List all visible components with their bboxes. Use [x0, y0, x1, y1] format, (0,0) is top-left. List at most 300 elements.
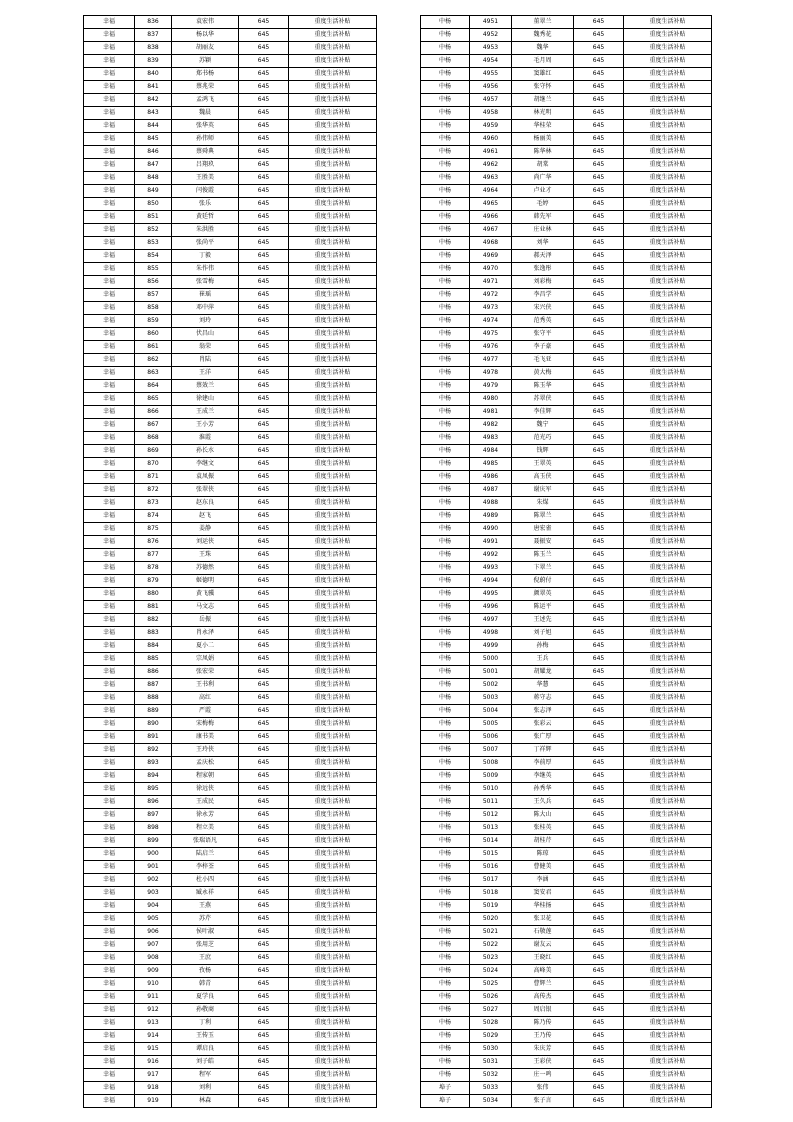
name-cell: 王翠英: [512, 458, 574, 471]
name-cell: 毛月周: [512, 55, 574, 68]
subsidy-type-cell: 重度生活补贴: [289, 250, 377, 263]
subsidy-type-cell: 重度生活补贴: [624, 926, 712, 939]
town-cell: 中杨: [421, 900, 470, 913]
amount-cell: 645: [239, 380, 289, 393]
table-row: [84, 393, 377, 406]
table-row: [421, 874, 712, 887]
name-cell: 吕翔玖: [172, 159, 239, 172]
number-cell: 848: [135, 172, 172, 185]
number-cell: 4953: [470, 42, 512, 55]
subsidy-type-cell: 重度生活补贴: [289, 679, 377, 692]
town-cell: 幸福: [84, 484, 135, 497]
table-row: [84, 731, 377, 744]
table-row: [84, 653, 377, 666]
amount-cell: 645: [574, 354, 624, 367]
number-cell: 889: [135, 705, 172, 718]
subsidy-type-cell: 重度生活补贴: [624, 874, 712, 887]
name-cell: 魏秀花: [512, 29, 574, 42]
number-cell: 5033: [470, 1082, 512, 1095]
town-cell: 幸福: [84, 55, 135, 68]
name-cell: 李继文: [172, 458, 239, 471]
name-cell: 卞翠兰: [512, 562, 574, 575]
name-cell: 王传玉: [172, 1030, 239, 1043]
subsidy-type-cell: 重度生活补贴: [624, 731, 712, 744]
number-cell: 875: [135, 523, 172, 536]
name-cell: 张志泽: [512, 705, 574, 718]
amount-cell: 645: [574, 419, 624, 432]
subsidy-type-cell: 重度生活补贴: [289, 1082, 377, 1095]
name-cell: 高传杰: [512, 991, 574, 1004]
town-cell: 中杨: [421, 81, 470, 94]
number-cell: 4960: [470, 133, 512, 146]
amount-cell: 645: [239, 666, 289, 679]
amount-cell: 645: [239, 575, 289, 588]
number-cell: 4952: [470, 29, 512, 42]
town-cell: 中杨: [421, 770, 470, 783]
town-cell: 中杨: [421, 380, 470, 393]
table-row: [84, 536, 377, 549]
amount-cell: 645: [239, 796, 289, 809]
number-cell: 898: [135, 822, 172, 835]
number-cell: 849: [135, 185, 172, 198]
amount-cell: 645: [574, 926, 624, 939]
table-row: [421, 55, 712, 68]
town-cell: 中杨: [421, 887, 470, 900]
town-cell: 幸福: [84, 471, 135, 484]
amount-cell: 645: [239, 237, 289, 250]
town-cell: 幸福: [84, 627, 135, 640]
number-cell: 904: [135, 900, 172, 913]
amount-cell: 645: [574, 81, 624, 94]
subsidy-type-cell: 重度生活补贴: [624, 913, 712, 926]
number-cell: 885: [135, 653, 172, 666]
name-cell: 孟庆松: [172, 757, 239, 770]
name-cell: 丁毅: [172, 250, 239, 263]
amount-cell: 645: [239, 55, 289, 68]
number-cell: 847: [135, 159, 172, 172]
number-cell: 892: [135, 744, 172, 757]
number-cell: 5003: [470, 692, 512, 705]
town-cell: 幸福: [84, 1082, 135, 1095]
table-row: [421, 666, 712, 679]
name-cell: 王玲侠: [172, 744, 239, 757]
subsidy-type-cell: 重度生活补贴: [289, 146, 377, 159]
number-cell: 4951: [470, 16, 512, 29]
name-cell: 王燕: [172, 900, 239, 913]
town-cell: 幸福: [84, 991, 135, 1004]
name-cell: 周启银: [512, 1004, 574, 1017]
town-cell: 幸福: [84, 276, 135, 289]
town-cell: 中杨: [421, 796, 470, 809]
town-cell: 幸福: [84, 81, 135, 94]
table-row: [421, 1017, 712, 1030]
name-cell: 杜小四: [172, 874, 239, 887]
amount-cell: 645: [239, 1004, 289, 1017]
amount-cell: 645: [239, 341, 289, 354]
amount-cell: 645: [239, 432, 289, 445]
number-cell: 854: [135, 250, 172, 263]
subsidy-type-cell: 重度生活补贴: [289, 68, 377, 81]
name-cell: 陈玉兰: [512, 549, 574, 562]
subsidy-type-cell: 重度生活补贴: [289, 159, 377, 172]
amount-cell: 645: [239, 16, 289, 29]
number-cell: 5028: [470, 1017, 512, 1030]
subsidy-type-cell: 重度生活补贴: [289, 523, 377, 536]
amount-cell: 645: [239, 406, 289, 419]
name-cell: 王乃传: [512, 1030, 574, 1043]
town-cell: 幸福: [84, 29, 135, 42]
town-cell: 幸福: [84, 549, 135, 562]
amount-cell: 645: [574, 770, 624, 783]
amount-cell: 645: [239, 211, 289, 224]
town-cell: 幸福: [84, 809, 135, 822]
number-cell: 867: [135, 419, 172, 432]
name-cell: 翁荣: [172, 341, 239, 354]
subsidy-type-cell: 重度生活补贴: [289, 653, 377, 666]
number-cell: 888: [135, 692, 172, 705]
number-cell: 870: [135, 458, 172, 471]
table-row: [84, 406, 377, 419]
subsidy-type-cell: 重度生活补贴: [624, 848, 712, 861]
subsidy-type-cell: 重度生活补贴: [289, 29, 377, 42]
town-cell: 埠子: [421, 1095, 470, 1108]
number-cell: 5004: [470, 705, 512, 718]
subsidy-type-cell: 重度生活补贴: [624, 29, 712, 42]
town-cell: 幸福: [84, 731, 135, 744]
table-row: [84, 133, 377, 146]
table-row: [421, 211, 712, 224]
table-row: [84, 198, 377, 211]
number-cell: 908: [135, 952, 172, 965]
number-cell: 4996: [470, 601, 512, 614]
amount-cell: 645: [574, 952, 624, 965]
amount-cell: 645: [574, 536, 624, 549]
table-row: [421, 458, 712, 471]
name-cell: 刘华: [512, 237, 574, 250]
amount-cell: 645: [239, 29, 289, 42]
amount-cell: 645: [239, 913, 289, 926]
number-cell: 4986: [470, 471, 512, 484]
amount-cell: 645: [239, 848, 289, 861]
name-cell: 李昌学: [512, 289, 574, 302]
table-row: [84, 237, 377, 250]
table-row: [421, 510, 712, 523]
table-row: [421, 237, 712, 250]
table-row: [421, 445, 712, 458]
subsidy-type-cell: 重度生活补贴: [624, 679, 712, 692]
name-cell: 曹辉兰: [512, 978, 574, 991]
name-cell: 孙伟师: [172, 133, 239, 146]
subsidy-type-cell: 重度生活补贴: [289, 419, 377, 432]
subsidy-type-cell: 重度生活补贴: [289, 640, 377, 653]
table-row: [84, 861, 377, 874]
town-cell: 中杨: [421, 757, 470, 770]
town-cell: 幸福: [84, 770, 135, 783]
name-cell: 华慧: [512, 679, 574, 692]
town-cell: 幸福: [84, 302, 135, 315]
town-cell: 幸福: [84, 601, 135, 614]
amount-cell: 645: [574, 302, 624, 315]
subsidy-type-cell: 重度生活补贴: [289, 939, 377, 952]
name-cell: 董翠兰: [512, 16, 574, 29]
amount-cell: 645: [239, 965, 289, 978]
town-cell: 幸福: [84, 757, 135, 770]
name-cell: 袁宏伟: [172, 16, 239, 29]
amount-cell: 645: [574, 705, 624, 718]
town-cell: 中杨: [421, 276, 470, 289]
number-cell: 907: [135, 939, 172, 952]
subsidy-type-cell: 重度生活补贴: [289, 627, 377, 640]
subsidy-type-cell: 重度生活补贴: [624, 406, 712, 419]
name-cell: 王小芳: [172, 419, 239, 432]
amount-cell: 645: [574, 679, 624, 692]
subsidy-type-cell: 重度生活补贴: [289, 133, 377, 146]
amount-cell: 645: [574, 315, 624, 328]
subsidy-type-cell: 重度生活补贴: [289, 536, 377, 549]
table-row: [421, 94, 712, 107]
town-cell: 中杨: [421, 575, 470, 588]
subsidy-type-cell: 重度生活补贴: [624, 1095, 712, 1108]
amount-cell: 645: [239, 679, 289, 692]
town-cell: 幸福: [84, 588, 135, 601]
town-cell: 中杨: [421, 952, 470, 965]
table-row: [84, 874, 377, 887]
town-cell: 中杨: [421, 861, 470, 874]
town-cell: 中杨: [421, 185, 470, 198]
amount-cell: 645: [574, 55, 624, 68]
number-cell: 915: [135, 1043, 172, 1056]
subsidy-type-cell: 重度生活补贴: [624, 523, 712, 536]
table-row: [84, 120, 377, 133]
number-cell: 883: [135, 627, 172, 640]
amount-cell: 645: [574, 471, 624, 484]
table-row: [421, 120, 712, 133]
table-row: [421, 81, 712, 94]
name-cell: 韩先军: [512, 211, 574, 224]
amount-cell: 645: [574, 16, 624, 29]
town-cell: 幸福: [84, 380, 135, 393]
town-cell: 幸福: [84, 744, 135, 757]
number-cell: 860: [135, 328, 172, 341]
amount-cell: 645: [574, 1004, 624, 1017]
number-cell: 891: [135, 731, 172, 744]
subsidy-type-cell: 重度生活补贴: [289, 1030, 377, 1043]
name-cell: 岳振: [172, 614, 239, 627]
number-cell: 919: [135, 1095, 172, 1108]
number-cell: 4977: [470, 354, 512, 367]
table-row: [421, 913, 712, 926]
name-cell: 范秀英: [512, 315, 574, 328]
subsidy-type-cell: 重度生活补贴: [624, 107, 712, 120]
name-cell: 李佳辉: [512, 406, 574, 419]
number-cell: 5018: [470, 887, 512, 900]
subsidy-type-cell: 重度生活补贴: [289, 224, 377, 237]
table-row: [421, 315, 712, 328]
town-cell: 中杨: [421, 497, 470, 510]
subsidy-type-cell: 重度生活补贴: [289, 692, 377, 705]
number-cell: 4999: [470, 640, 512, 653]
number-cell: 4964: [470, 185, 512, 198]
number-cell: 894: [135, 770, 172, 783]
town-cell: 幸福: [84, 328, 135, 341]
table-row: [84, 315, 377, 328]
subsidy-type-cell: 重度生活补贴: [289, 874, 377, 887]
town-cell: 中杨: [421, 1043, 470, 1056]
table-row: [421, 419, 712, 432]
table-row: [84, 68, 377, 81]
amount-cell: 645: [574, 549, 624, 562]
name-cell: 陈乃传: [512, 1017, 574, 1030]
number-cell: 4965: [470, 198, 512, 211]
subsidy-type-cell: 重度生活补贴: [624, 198, 712, 211]
table-row: [421, 549, 712, 562]
table-row: [421, 588, 712, 601]
subsidy-type-cell: 重度生活补贴: [624, 809, 712, 822]
number-cell: 4955: [470, 68, 512, 81]
table-row: [84, 354, 377, 367]
subsidy-type-cell: 重度生活补贴: [289, 471, 377, 484]
town-cell: 幸福: [84, 1069, 135, 1082]
table-row: [84, 94, 377, 107]
number-cell: 902: [135, 874, 172, 887]
table-row: [84, 822, 377, 835]
number-cell: 5021: [470, 926, 512, 939]
subsidy-type-cell: 重度生活补贴: [624, 666, 712, 679]
town-cell: 幸福: [84, 978, 135, 991]
amount-cell: 645: [574, 861, 624, 874]
number-cell: 917: [135, 1069, 172, 1082]
name-cell: 胡丽友: [172, 42, 239, 55]
subsidy-type-cell: 重度生活补贴: [289, 198, 377, 211]
number-cell: 5009: [470, 770, 512, 783]
number-cell: 5032: [470, 1069, 512, 1082]
name-cell: 杨以华: [172, 29, 239, 42]
amount-cell: 645: [239, 484, 289, 497]
number-cell: 4962: [470, 159, 512, 172]
number-cell: 5006: [470, 731, 512, 744]
table-row: [84, 991, 377, 1004]
subsidy-type-cell: 重度生活补贴: [624, 744, 712, 757]
amount-cell: 645: [574, 458, 624, 471]
table-row: [84, 276, 377, 289]
table-row: [84, 887, 377, 900]
name-cell: 刘玲: [172, 315, 239, 328]
table-row: [84, 562, 377, 575]
town-cell: 中杨: [421, 211, 470, 224]
table-row: [84, 926, 377, 939]
number-cell: 842: [135, 94, 172, 107]
town-cell: 幸福: [84, 614, 135, 627]
subsidy-type-cell: 重度生活补贴: [624, 718, 712, 731]
town-cell: 中杨: [421, 250, 470, 263]
amount-cell: 645: [574, 1043, 624, 1056]
table-row: [84, 588, 377, 601]
name-cell: 王彩侠: [512, 1056, 574, 1069]
subsidy-type-cell: 重度生活补贴: [624, 835, 712, 848]
number-cell: 4997: [470, 614, 512, 627]
table-row: [84, 692, 377, 705]
number-cell: 5012: [470, 809, 512, 822]
town-cell: 幸福: [84, 224, 135, 237]
amount-cell: 645: [574, 757, 624, 770]
table-row: [84, 42, 377, 55]
number-cell: 899: [135, 835, 172, 848]
name-cell: 庄一鸣: [512, 1069, 574, 1082]
subsidy-type-cell: 重度生活补贴: [289, 757, 377, 770]
subsidy-type-cell: 重度生活补贴: [289, 81, 377, 94]
amount-cell: 645: [239, 523, 289, 536]
town-cell: 幸福: [84, 393, 135, 406]
subsidy-type-cell: 重度生活补贴: [624, 55, 712, 68]
table-row: [84, 796, 377, 809]
table-row: [84, 666, 377, 679]
table-row: [421, 1082, 712, 1095]
amount-cell: 645: [574, 614, 624, 627]
town-cell: 中杨: [421, 510, 470, 523]
amount-cell: 645: [574, 991, 624, 1004]
town-cell: 幸福: [84, 354, 135, 367]
number-cell: 4973: [470, 302, 512, 315]
subsidy-type-cell: 重度生活补贴: [624, 1069, 712, 1082]
amount-cell: 645: [574, 978, 624, 991]
number-cell: 838: [135, 42, 172, 55]
amount-cell: 645: [239, 42, 289, 55]
subsidy-type-cell: 重度生活补贴: [289, 588, 377, 601]
name-cell: 唐宏雀: [512, 523, 574, 536]
table-row: [84, 523, 377, 536]
town-cell: 中杨: [421, 926, 470, 939]
subsidy-type-cell: 重度生活补贴: [624, 133, 712, 146]
table-row: [421, 718, 712, 731]
number-cell: 858: [135, 302, 172, 315]
amount-cell: 645: [574, 380, 624, 393]
town-cell: 幸福: [84, 718, 135, 731]
town-cell: 幸福: [84, 848, 135, 861]
town-cell: 中杨: [421, 705, 470, 718]
table-row: [421, 796, 712, 809]
table-row: [84, 55, 377, 68]
amount-cell: 645: [574, 588, 624, 601]
amount-cell: 645: [239, 458, 289, 471]
town-cell: 幸福: [84, 198, 135, 211]
town-cell: 幸福: [84, 913, 135, 926]
amount-cell: 645: [239, 549, 289, 562]
name-cell: 朱庆芳: [512, 1043, 574, 1056]
subsidy-type-cell: 重度生活补贴: [289, 926, 377, 939]
name-cell: 毛婷: [512, 198, 574, 211]
number-cell: 863: [135, 367, 172, 380]
table-row: [421, 952, 712, 965]
table-row: [421, 887, 712, 900]
number-cell: 890: [135, 718, 172, 731]
subsidy-type-cell: 重度生活补贴: [624, 68, 712, 81]
name-cell: 苏德然: [172, 562, 239, 575]
name-cell: 夏学良: [172, 991, 239, 1004]
name-cell: 淮霞: [172, 432, 239, 445]
amount-cell: 645: [239, 640, 289, 653]
name-cell: 孟鸿飞: [172, 94, 239, 107]
table-row: [421, 198, 712, 211]
name-cell: 严霞: [172, 705, 239, 718]
table-row: [421, 705, 712, 718]
number-cell: 4959: [470, 120, 512, 133]
town-cell: 幸福: [84, 1056, 135, 1069]
table-row: [84, 575, 377, 588]
name-cell: 宗凤娟: [172, 653, 239, 666]
town-cell: 幸福: [84, 341, 135, 354]
name-cell: 高红: [172, 692, 239, 705]
town-cell: 幸福: [84, 445, 135, 458]
